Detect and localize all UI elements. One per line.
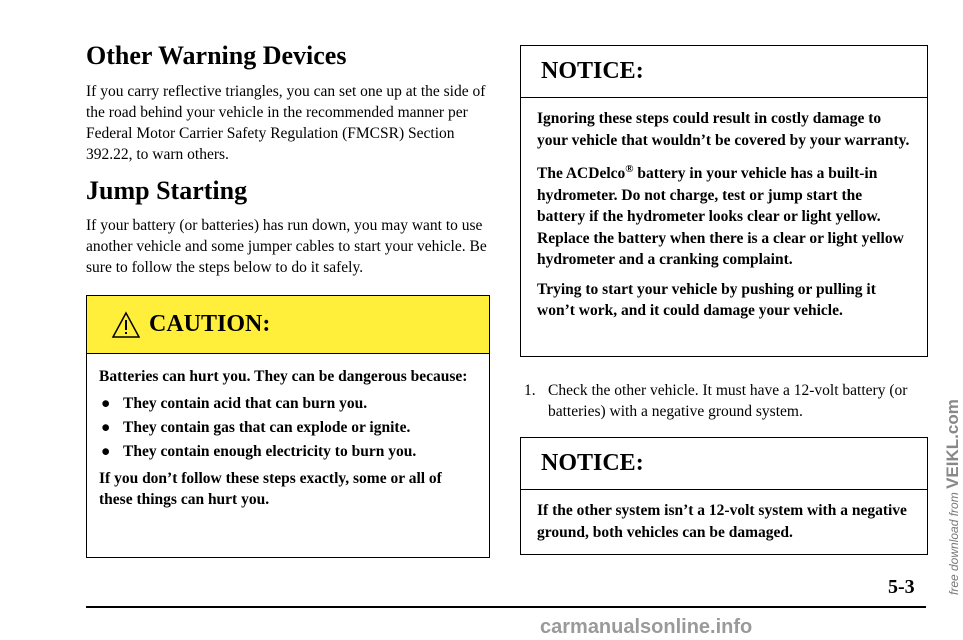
veikl-logo: VEIKL.com (943, 399, 962, 489)
caution-body (87, 354, 489, 510)
notice-header-2 (521, 438, 927, 490)
vertical-watermark: free download from VEIKL.com (943, 399, 962, 595)
list-item: ● They contain acid that can burn you. (101, 395, 368, 412)
notice-body-2 (521, 490, 927, 553)
paragraph-other-warning-devices: If you carry reflective triangles, you can set one up at the side of the road behind your vehicle in the recommended manner per Federal Motor Carrier Safety Regulation (FMCSR) Section 392.22, to warn others. (86, 82, 486, 163)
warning-triangle-icon (111, 311, 141, 339)
notice1-para2: The ACDelco® battery in your vehicle has a built-in hydrometer. Do not charge, test or jump start the battery if the hydrometer looks clear or light yellow. Replace the battery when there is a clear or light yellow hydrometer and a cranking complaint. (537, 163, 904, 269)
caution-header (87, 296, 489, 354)
heading-other-warning-devices: Other Warning Devices (86, 41, 347, 70)
left-column (86, 42, 496, 278)
heading-jump-starting: Jump Starting (86, 175, 248, 205)
step-1 (524, 380, 934, 422)
step-number: 1. (524, 382, 536, 399)
notice-header-1 (521, 46, 927, 98)
notice-body-1 (521, 98, 927, 332)
bullet-icon: ● (101, 443, 111, 460)
list-item: ● They contain enough electricity to burn you. (101, 443, 417, 460)
notice1-para3: Trying to start your vehicle by pushing or pulling it won’t work, and it could damage your vehicle. (537, 280, 876, 320)
notice2-para1: If the other system isn’t a 12-volt system with a negative ground, both vehicles can be damaged. (537, 502, 907, 541)
notice-box-1 (520, 45, 928, 357)
bullet-icon: ● (101, 395, 111, 412)
page-number: 5-3 (888, 576, 915, 598)
caution-outro: If you don’t follow these steps exactly, some or all of these things can hurt you. (99, 470, 442, 508)
notice1-para1: Ignoring these steps could result in costly damage to your vehicle that wouldn’t be covered by your warranty. (537, 110, 910, 149)
bullet-icon: ● (101, 419, 111, 436)
caution-intro: Batteries can hurt you. They can be dangerous because: (99, 368, 468, 385)
caution-title: CAUTION: (149, 311, 271, 337)
list-item: ● They contain gas that can explode or ignite. (101, 419, 411, 436)
caution-box (86, 295, 490, 558)
notice-title-2: NOTICE: (541, 450, 644, 476)
paragraph-jump-starting: If your battery (or batteries) has run down, you may want to use another vehicle and some jumper cables to start your vehicle. Be sure to follow the steps below to do it safely. (86, 217, 487, 277)
footer-rule (86, 606, 926, 608)
caution-list (99, 393, 477, 462)
notice-title-1: NOTICE: (541, 58, 644, 84)
step-text: Check the other vehicle. It must have a 12-volt battery (or batteries) with a negative ground system. (548, 382, 908, 420)
notice-box-2 (520, 437, 928, 555)
site-watermark: carmanualsonline.info (540, 616, 753, 638)
registered-mark: ® (625, 163, 634, 175)
